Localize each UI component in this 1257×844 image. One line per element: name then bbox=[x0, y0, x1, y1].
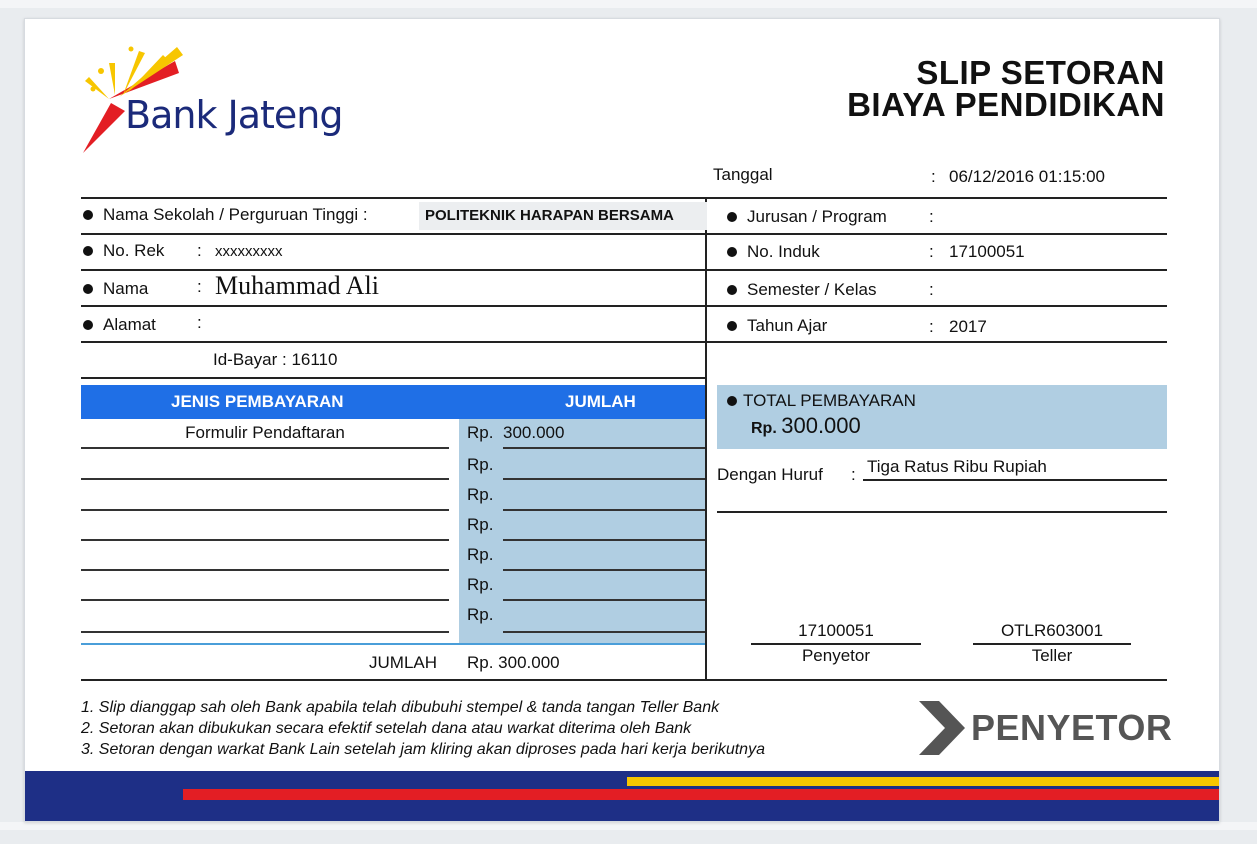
row-rp: Rp. bbox=[467, 545, 494, 564]
table-header bbox=[81, 385, 705, 419]
jurusan-label: Jurusan / Program bbox=[747, 207, 887, 226]
stamp-label: PENYETOR bbox=[971, 707, 1173, 748]
penyetor-value: 17100051 bbox=[798, 621, 874, 640]
divider bbox=[81, 269, 705, 271]
amount-line bbox=[503, 509, 705, 511]
sekolah-value: POLITEKNIK HARAPAN BERSAMA bbox=[419, 202, 707, 230]
total-box bbox=[717, 385, 1167, 449]
row-line bbox=[81, 539, 449, 541]
huruf-underline-2 bbox=[717, 511, 1167, 513]
amount-line bbox=[503, 569, 705, 571]
note-3: 3. Setoran dengan warkat Bank Lain setelah jam kliring akan diproses pada hari kerja berikutnya bbox=[81, 741, 765, 758]
row-rp: Rp. bbox=[467, 423, 494, 442]
row-rp: Rp. bbox=[467, 605, 494, 624]
tanggal-label: Tanggal bbox=[713, 165, 773, 184]
divider bbox=[81, 305, 705, 307]
row-jenis: Formulir Pendaftaran bbox=[185, 423, 345, 442]
tahun-sep: : bbox=[929, 317, 934, 336]
note-2: 2. Setoran akan dibukukan secara efektif setelah dana atau warkat diterima oleh Bank bbox=[81, 720, 692, 737]
tahun-label: Tahun Ajar bbox=[747, 316, 828, 335]
penyetor-stamp bbox=[919, 699, 1173, 755]
bullet-icon bbox=[727, 396, 737, 406]
divider bbox=[707, 269, 1167, 271]
penyetor-label: Penyetor bbox=[801, 646, 871, 665]
divider bbox=[81, 197, 1167, 199]
deposit-slip bbox=[24, 18, 1220, 822]
row-line bbox=[81, 569, 449, 571]
norek-label: No. Rek bbox=[103, 241, 165, 260]
head-jenis: JENIS PEMBAYARAN bbox=[171, 392, 344, 411]
amount-line bbox=[503, 478, 705, 480]
slip-title bbox=[665, 54, 1165, 123]
nama-label: Nama bbox=[103, 279, 149, 298]
bank-logo bbox=[79, 41, 343, 161]
tanggal-value: 06/12/2016 01:15:00 bbox=[949, 167, 1105, 186]
notes-divider bbox=[81, 679, 1167, 681]
nama-value: Muhammad Ali bbox=[215, 271, 379, 300]
bullet-icon bbox=[83, 320, 93, 330]
semester-label: Semester / Kelas bbox=[747, 280, 877, 299]
amount-line bbox=[503, 539, 705, 541]
norek-sep: : bbox=[197, 241, 202, 260]
head-jumlah: JUMLAH bbox=[565, 392, 636, 411]
alamat-label: Alamat bbox=[103, 315, 156, 334]
row-line bbox=[81, 478, 449, 480]
total-amount bbox=[751, 413, 861, 439]
field-nama bbox=[83, 279, 148, 299]
huruf-value: Tiga Ratus Ribu Rupiah bbox=[867, 457, 1047, 476]
tahun-value: 2017 bbox=[949, 317, 987, 336]
field-noinduk bbox=[727, 242, 820, 262]
teller-value: OTLR603001 bbox=[1000, 621, 1104, 640]
bullet-icon bbox=[727, 321, 737, 331]
amount-line bbox=[503, 599, 705, 601]
field-jurusan bbox=[727, 207, 887, 227]
footer-yellow-stripe bbox=[627, 777, 1219, 786]
total-label-row bbox=[727, 391, 916, 411]
row-amount: 300.000 bbox=[503, 423, 565, 442]
title-line-1: SLIP SETORAN bbox=[916, 54, 1165, 91]
row-rp: Rp. bbox=[467, 455, 494, 474]
bullet-icon bbox=[83, 246, 93, 256]
table-bottom-line bbox=[81, 643, 705, 645]
bullet-icon bbox=[83, 284, 93, 294]
row-rp: Rp. bbox=[467, 485, 494, 504]
bullet-icon bbox=[727, 247, 737, 257]
field-semester bbox=[727, 280, 876, 300]
total-value: 300.000 bbox=[781, 413, 861, 438]
row-rp: Rp. bbox=[467, 575, 494, 594]
logo-text: Bank Jateng bbox=[125, 93, 343, 137]
huruf-underline bbox=[863, 479, 1167, 481]
total-rp: Rp. bbox=[751, 420, 777, 437]
divider bbox=[707, 233, 1167, 235]
huruf-sep: : bbox=[851, 465, 856, 484]
sekolah-label: Nama Sekolah / Perguruan Tinggi : bbox=[103, 205, 368, 224]
divider bbox=[81, 233, 705, 235]
tanggal-sep: : bbox=[931, 167, 936, 186]
idbayar-label: Id-Bayar : bbox=[213, 350, 287, 369]
noinduk-value: 17100051 bbox=[949, 242, 1025, 261]
idbayar-value: 16110 bbox=[291, 350, 338, 369]
bullet-icon bbox=[727, 212, 737, 222]
row-rp: Rp. bbox=[467, 515, 494, 534]
title-line-2: BIAYA PENDIDIKAN bbox=[847, 86, 1165, 123]
table-total-label: JUMLAH bbox=[369, 653, 438, 672]
nama-sep: : bbox=[197, 277, 202, 296]
penyetor-line bbox=[751, 643, 921, 645]
bullet-icon bbox=[727, 285, 737, 295]
field-sekolah bbox=[83, 205, 368, 225]
divider bbox=[81, 341, 705, 343]
field-tahun bbox=[727, 316, 827, 336]
note-1: 1. Slip dianggap sah oleh Bank apabila telah dibubuhi stempel & tanda tangan Teller Bank bbox=[81, 699, 720, 716]
noinduk-sep: : bbox=[929, 242, 934, 261]
footer-red-stripe bbox=[183, 789, 1219, 800]
divider bbox=[707, 341, 1167, 343]
semester-sep: : bbox=[929, 280, 934, 299]
divider bbox=[81, 377, 705, 379]
row-line bbox=[81, 599, 449, 601]
total-label: TOTAL PEMBAYARAN bbox=[743, 391, 916, 410]
idbayar-field bbox=[213, 350, 337, 370]
jurusan-sep: : bbox=[929, 207, 934, 226]
amount-column-bg bbox=[459, 419, 705, 643]
noinduk-label: No. Induk bbox=[747, 242, 820, 261]
huruf-label: Dengan Huruf bbox=[717, 465, 823, 484]
row-line bbox=[81, 631, 449, 633]
notes bbox=[81, 697, 765, 760]
norek-value: xxxxxxxxx bbox=[215, 243, 283, 260]
alamat-sep: : bbox=[197, 313, 202, 332]
teller-line bbox=[973, 643, 1131, 645]
field-alamat bbox=[83, 315, 156, 335]
column-divider bbox=[705, 197, 707, 681]
chevron-right-icon bbox=[919, 701, 969, 755]
row-line bbox=[81, 509, 449, 511]
teller-label: Teller bbox=[1031, 646, 1073, 665]
field-norek bbox=[83, 241, 164, 261]
table-total-value: Rp. 300.000 bbox=[467, 653, 560, 672]
divider bbox=[707, 305, 1167, 307]
row-line bbox=[81, 447, 449, 449]
bullet-icon bbox=[83, 210, 93, 220]
amount-line bbox=[503, 631, 705, 633]
amount-line bbox=[503, 447, 705, 449]
